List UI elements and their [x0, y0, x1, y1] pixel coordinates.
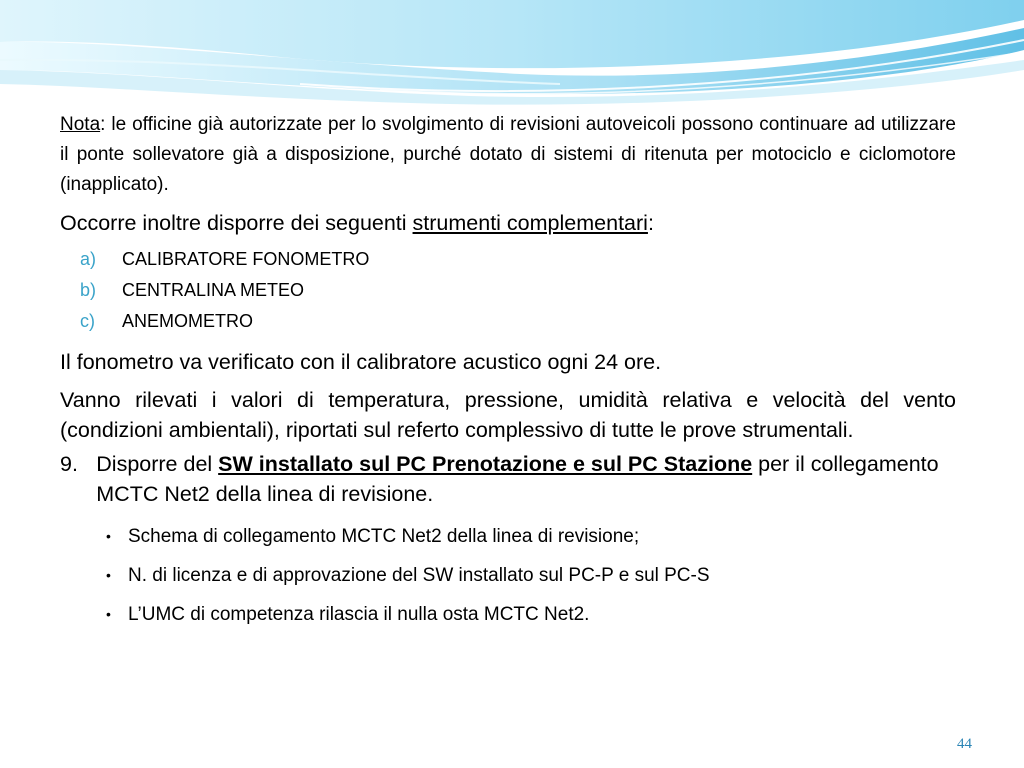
bullet-icon: • [106, 567, 111, 583]
list-marker: b) [80, 280, 97, 300]
page-number: 44 [957, 736, 972, 752]
fonometro-paragraph: Il fonometro va verificato con il calibratore acustico ogni 24 ore. [60, 350, 662, 374]
intro-prefix: Occorre inoltre disporre dei seguenti [60, 211, 413, 235]
item-text [96, 449, 956, 509]
list-item-label: CALIBRATORE FONOMETRO [122, 249, 370, 269]
nota-text: : le officine già autorizzate per lo svolgimento di revisioni autoveicoli possono continuare ad utilizzare il ponte sollevatore già a disposizione, purché dotato di sistemi di ritenuta per motociclo e ciclomotore (inapplicato). [60, 114, 956, 195]
bullet-list [106, 517, 956, 634]
list-item [106, 517, 956, 556]
nota-paragraph [60, 110, 956, 200]
list-item [106, 556, 956, 595]
bullet-icon: • [106, 528, 111, 544]
nota-label: Nota [60, 114, 101, 135]
list-marker: c) [80, 311, 95, 331]
bullet-text: Schema di collegamento MCTC Net2 della linea di revisione; [128, 526, 640, 547]
item-number: 9. [60, 452, 78, 476]
list-item [60, 244, 956, 275]
vanno-paragraph: Vanno rilevati i valori di temperatura, pressione, umidità relativa e velocità del vento (condizioni ambientali), riportati sul referto complessivo di tutte le prove strumentali. [60, 388, 956, 442]
header-wave-banner [0, 0, 1024, 110]
intro-suffix: : [647, 211, 654, 235]
item-prefix: Disporre del [96, 452, 219, 476]
bullet-text: L’UMC di competenza rilascia il nulla osta MCTC Net2. [128, 604, 590, 625]
bullet-icon: • [106, 606, 111, 622]
intro-underlined: strumenti complementari [412, 211, 648, 235]
item-bold: SW installato sul PC Prenotazione e sul PC Stazione [218, 452, 753, 476]
slide-content [60, 110, 956, 634]
item-suffix: per il collegamento MCTC Net2 della linea di revisione. [96, 452, 939, 506]
list-item [60, 275, 956, 306]
list-item [60, 306, 956, 337]
list-marker: a) [80, 249, 97, 269]
numbered-item-9 [60, 449, 956, 509]
bullet-text: N. di licenza e di approvazione del SW installato sul PC-P e sul PC-S [128, 565, 710, 586]
intro-paragraph [60, 208, 956, 238]
list-item [106, 595, 956, 634]
list-item-label: ANEMOMETRO [122, 311, 254, 331]
list-item-label: CENTRALINA METEO [122, 280, 305, 300]
instrument-list [60, 244, 956, 337]
